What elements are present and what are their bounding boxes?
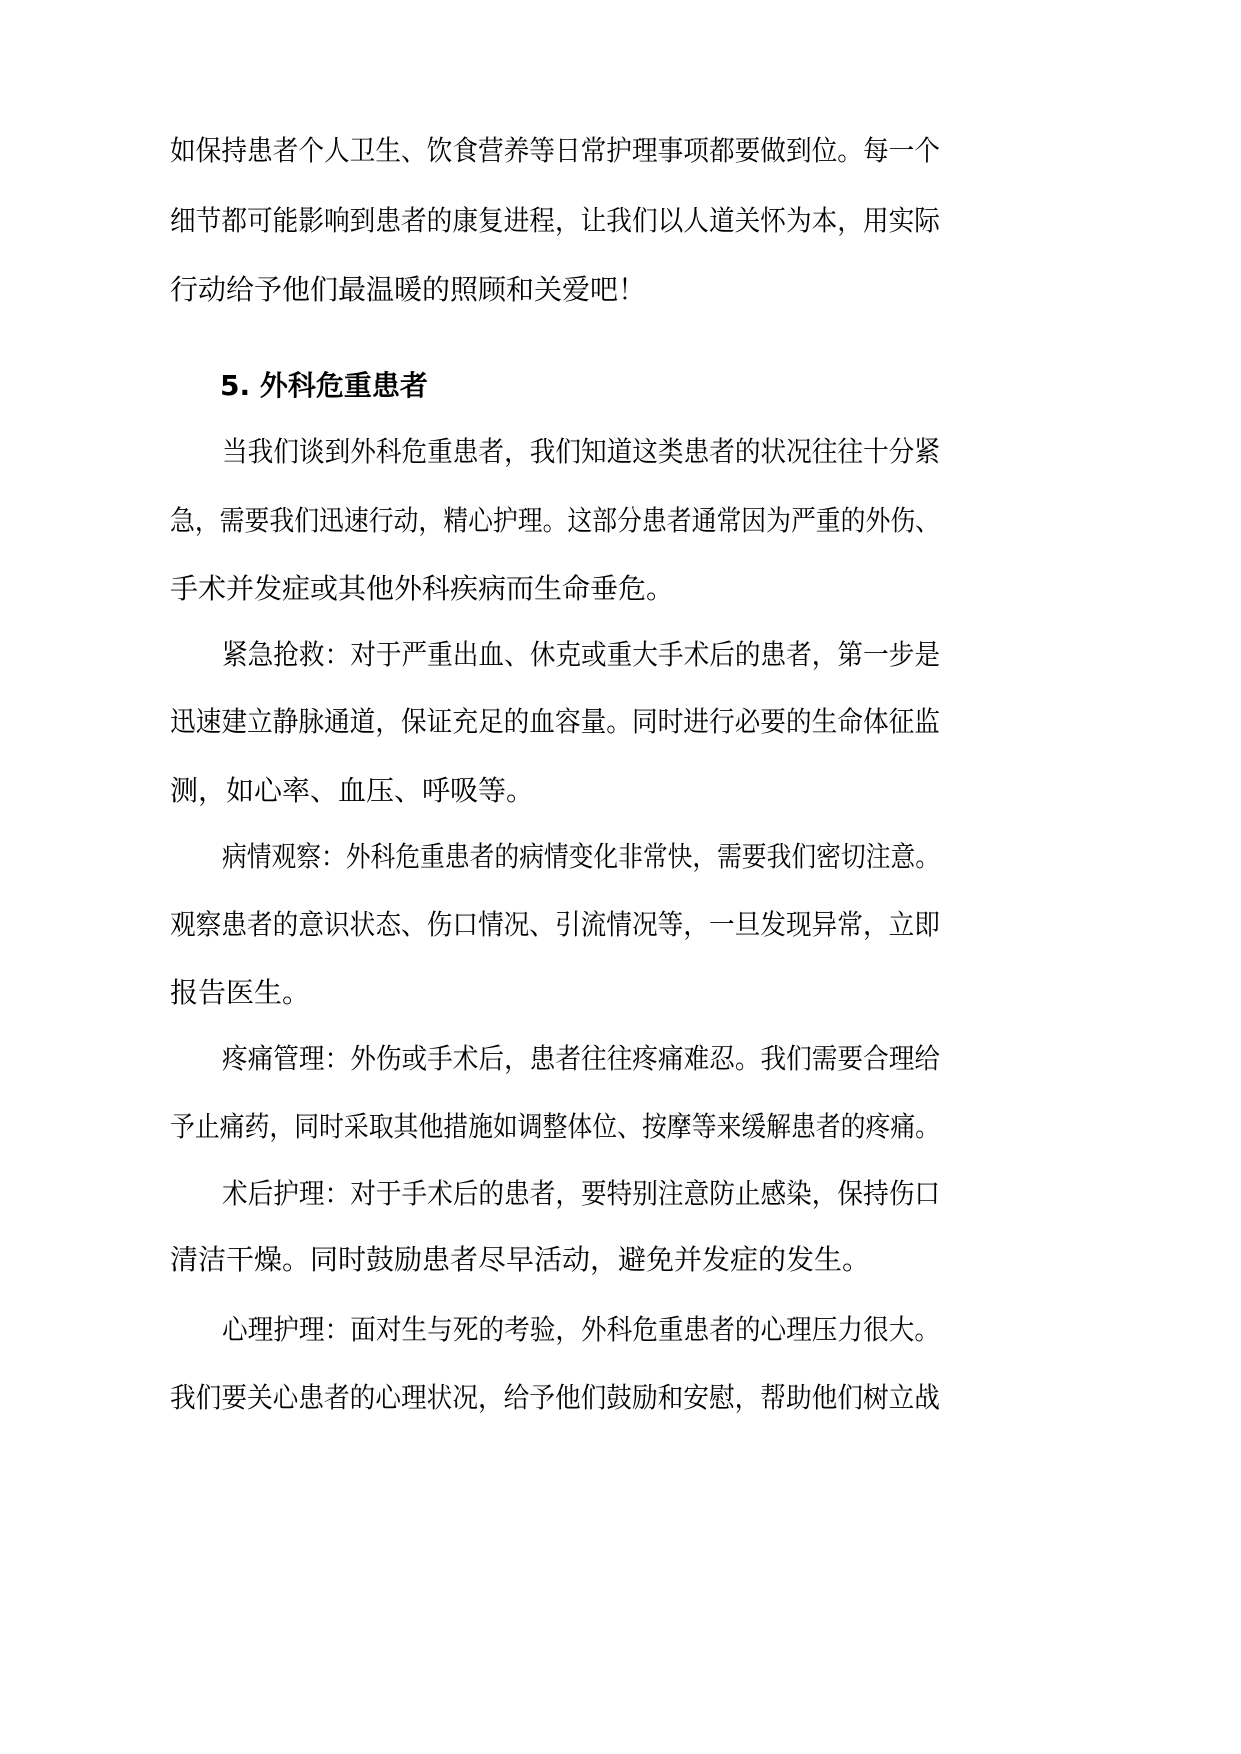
line-text: 手术并发症或其他外科疾病而生命垂危。 bbox=[170, 572, 675, 605]
line-text: 我们要关心患者的心理状况，给予他们鼓励和安慰，帮助他们树立战 bbox=[170, 1381, 940, 1414]
line-text: 清洁干燥。同时鼓励患者尽早活动，避免并发症的发生。 bbox=[170, 1243, 871, 1276]
line-text: 迅速建立静脉通道，保证充足的血容量。同时进行必要的生命体征监 bbox=[170, 705, 940, 738]
line-text: 当我们谈到外科危重患者，我们知道这类患者的状况往往十分紧 bbox=[222, 435, 941, 468]
line-text: 报告医生。 bbox=[170, 976, 311, 1009]
heading-text: 5. 外科危重患者 bbox=[220, 369, 428, 402]
line-text: 病情观察：外科危重患者的病情变化非常快，需要我们密切注意。 bbox=[222, 840, 940, 873]
line-text: 术后护理：对于手术后的患者，要特别注意防止感染，保持伤口 bbox=[222, 1177, 941, 1210]
line-text: 行动给予他们最温暖的照顾和关爱吧！ bbox=[170, 273, 647, 306]
line-text: 细节都可能影响到患者的康复进程，让我们以人道关怀为本，用实际 bbox=[170, 204, 940, 237]
line-text: 如保持患者个人卫生、饮食营养等日常护理事项都要做到位。每一个 bbox=[170, 134, 940, 167]
line-text: 急，需要我们迅速行动，精心护理。这部分患者通常因为严重的外伤、 bbox=[170, 504, 941, 537]
line-text: 测，如心率、血压、呼吸等。 bbox=[170, 774, 535, 807]
line-text: 观察患者的意识状态、伤口情况、引流情况等，一旦发现异常，立即 bbox=[170, 908, 940, 941]
line-text: 心理护理：面对生与死的考验，外科危重患者的心理压力很大。 bbox=[222, 1313, 941, 1346]
line-text: 疼痛管理：外伤或手术后，患者往往疼痛难忍。我们需要合理给 bbox=[222, 1042, 941, 1075]
line-text: 予止痛药，同时采取其他措施如调整体位、按摩等来缓解患者的疼痛。 bbox=[170, 1110, 941, 1143]
line-text: 紧急抢救：对于严重出血、休克或重大手术后的患者，第一步是 bbox=[222, 638, 941, 671]
